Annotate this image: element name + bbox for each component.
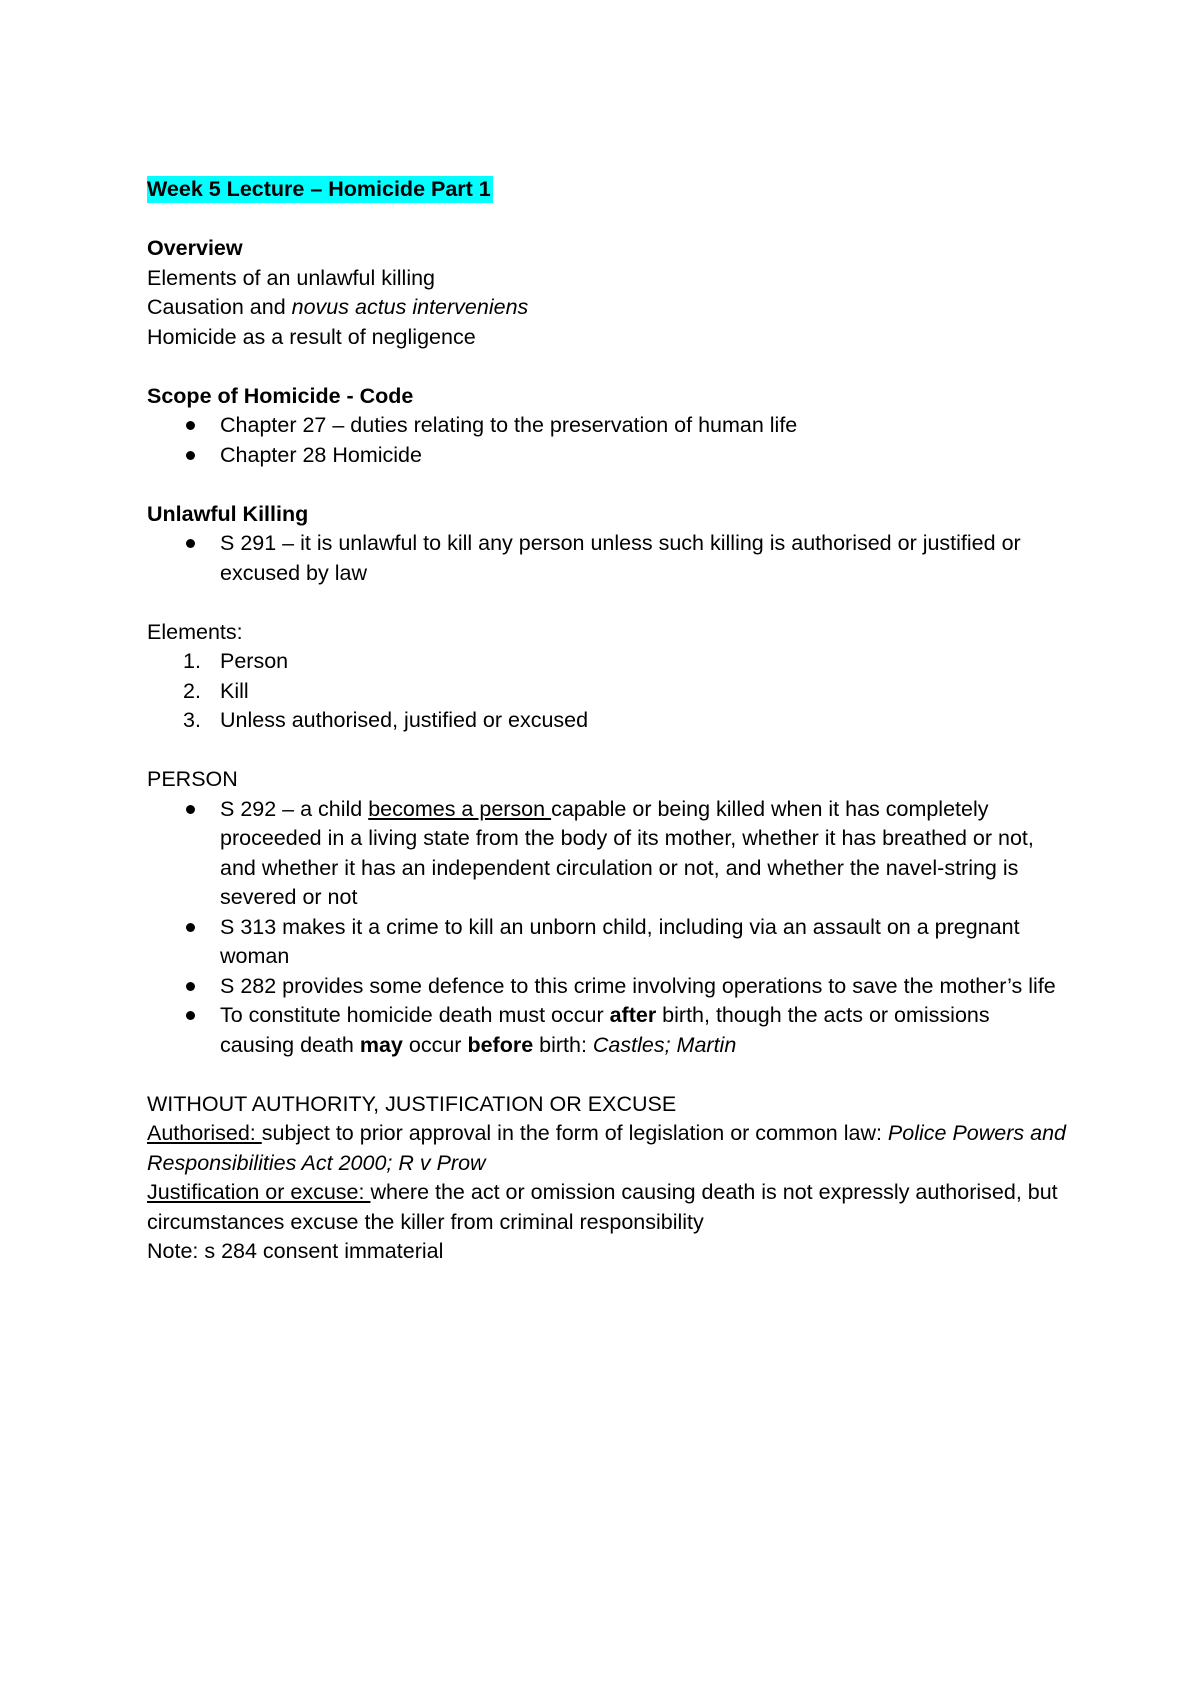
elements-heading: Elements: [147,619,243,644]
bullet-icon [186,982,195,991]
list-item [147,913,1067,972]
spacer [147,470,1067,500]
person-item-4-bold-before: before [467,1032,534,1057]
element-item-1: Person [220,649,289,673]
list-number: 1. [183,649,201,673]
spacer [147,352,1067,382]
person-item-1-post: capable or being killed when it has completely proceeded in a living state from the body of its mother, whether it has breathed or not, and whether it has an independent circulation or not, and whether the navel-string is severed or not [220,796,1034,909]
elements-list [147,647,1067,736]
spacer [147,1060,1067,1090]
list-item [147,647,1067,677]
scope-item-2: Chapter 28 Homicide [220,442,422,467]
element-item-3: Unless authorised, justified or excused [220,708,589,732]
page-title: Week 5 Lecture – Homicide Part 1 [147,177,491,201]
list-item [147,972,1067,1002]
unlawful-heading: Unlawful Killing [147,501,309,526]
authorised-text: subject to prior approval in the form of legislation or common law: [261,1121,888,1145]
person-item-1-pre: S 292 – a child [220,796,369,821]
overview-line-2 [147,293,1067,323]
justification-text: where the act or omission causing death is not expressly authorised, but circumstances excuse the killer from criminal responsibility [147,1180,1058,1234]
person-item-1-underlined: becomes a person [368,796,552,821]
person-item-4-c: birth, though the acts or omissions causing death [220,1003,990,1057]
person-list [147,795,1067,1061]
list-number: 3. [183,708,201,732]
person-item-4-bold-may: may [359,1032,403,1057]
bullet-icon [186,451,195,460]
list-item [147,411,1067,441]
list-item [147,677,1067,707]
title-line [147,175,1067,205]
overview-line-3: Homicide as a result of negligence [147,324,476,349]
scope-list [147,411,1067,470]
element-item-2: Kill [220,678,249,703]
spacer [147,588,1067,618]
list-item [147,795,1067,913]
overview-line-2-italic: novus actus interveniens [291,295,529,319]
overview-heading: Overview [147,236,243,260]
bullet-icon [186,805,195,814]
list-item [147,1001,1067,1060]
document-page [147,175,1067,1267]
person-heading: PERSON [147,767,238,791]
overview-line-1: Elements of an unlawful killing [147,265,436,290]
overview-line-2-text: Causation and [147,295,292,319]
authorised-label: Authorised: [147,1121,262,1145]
unlawful-item-1: S 291 – it is unlawful to kill any person unless such killing is authorised or justified or excused by law [220,531,1021,585]
person-item-4-bold-after: after [609,1003,657,1027]
list-item [147,441,1067,471]
list-item [147,706,1067,736]
note-line: Note: s 284 consent immaterial [147,1239,444,1263]
list-number: 2. [183,678,201,703]
list-item [147,529,1067,588]
scope-item-1: Chapter 27 – duties relating to the preservation of human life [220,413,798,437]
bullet-icon [186,923,195,932]
authorised-citation: Police Powers and Responsibilities Act 2000; R v Prow [147,1121,1066,1175]
bullet-icon [186,539,195,548]
spacer [147,205,1067,235]
justification-label: Justification or excuse: [147,1180,371,1204]
person-item-4-g: birth: [533,1032,593,1057]
person-item-4-a: To constitute homicide death must occur [220,1003,610,1027]
person-item-3: S 282 provides some defence to this crime involving operations to save the mother’s life [220,973,1056,998]
justification-paragraph [147,1178,1067,1237]
person-item-4-cases: Castles; Martin [592,1032,737,1057]
without-heading: WITHOUT AUTHORITY, JUSTIFICATION OR EXCUSE [147,1091,677,1116]
bullet-icon [186,1011,195,1020]
bullet-icon [186,421,195,430]
authorised-paragraph [147,1119,1067,1178]
spacer [147,736,1067,766]
person-item-2: S 313 makes it a crime to kill an unborn child, including via an assault on a pregnant woman [220,914,1020,968]
person-item-4-e: occur [402,1032,468,1057]
unlawful-list [147,529,1067,588]
scope-heading: Scope of Homicide - Code [147,383,414,408]
